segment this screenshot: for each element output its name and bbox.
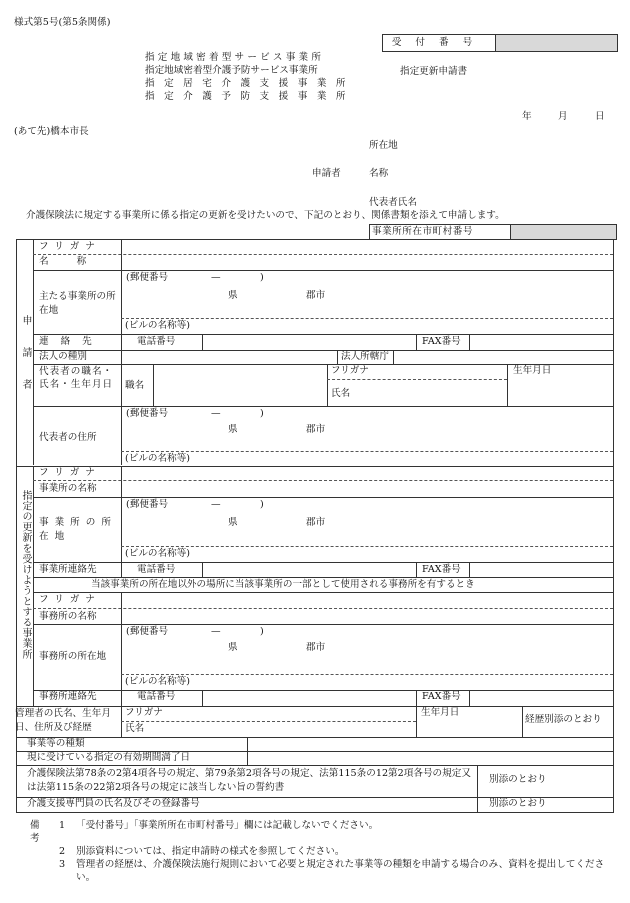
remarks-head: 備考: [30, 820, 40, 844]
postal-dash: —: [211, 272, 221, 283]
name-label: 名称: [39, 256, 115, 267]
rep-shimei-label: 氏名: [331, 388, 351, 399]
gun-label: 郡市: [306, 290, 326, 301]
fax-label: FAX番号: [422, 336, 461, 347]
rep-addr-label: 代表者の住所: [39, 432, 97, 443]
rep-block-label: 代表者の職名・氏名・生年月日: [39, 366, 114, 390]
title-line-3: 指定居宅介護支援事業所: [145, 78, 356, 89]
title-suffix: 指定更新申請書: [400, 66, 468, 77]
manager-label: 管理者の氏名、生年月日、住所及び経歴: [15, 708, 111, 733]
corp-agency-label: 法人所轄庁: [341, 351, 389, 362]
applicant-label: 申請者: [312, 168, 341, 179]
remarks: [30, 820, 620, 885]
branch-bldg-label: (ビルの名称等): [125, 676, 191, 687]
furigana-label: フリガナ: [39, 241, 101, 252]
bldg-label: (ビルの名称等): [125, 320, 191, 331]
table-body: [16, 239, 614, 813]
side-office: 指定の更新を受けようとする事業所: [20, 490, 31, 660]
rep-postal-label: (郵便番号: [126, 408, 169, 419]
branch-note: 当該事業所の所在地以外の場所に当該事業所の一部として使用される事務所を有するとき: [91, 579, 475, 590]
branch-ken-label: 県: [228, 642, 238, 653]
date-year: 年: [522, 111, 532, 122]
branch-postal-dash: —: [211, 626, 221, 637]
manager-birth-label: 生年月日: [421, 707, 460, 718]
receipt-label: 受付番号: [383, 35, 496, 51]
side-applicant: 申請者: [20, 315, 31, 411]
office-postal-close: ): [260, 499, 264, 510]
date-month: 月: [558, 111, 568, 122]
receipt-number-box: [382, 34, 618, 52]
contact-label: 連絡先: [39, 336, 104, 347]
branch-postal-close: ): [260, 626, 264, 637]
position-label: 職名: [125, 380, 145, 391]
municipality-number-box: [369, 224, 617, 240]
office-postal-label: (郵便番号: [126, 499, 169, 510]
addressee: (あて先)橋本市長: [14, 126, 89, 137]
manager-name-label: 氏名: [125, 723, 145, 734]
branch-tel-label: 電話番号: [137, 691, 176, 702]
manager-career-label: 経歴別添のとおり: [525, 714, 602, 725]
date-day: 日: [595, 111, 605, 122]
care-manager-label: 介護支援専門員の氏名及びその登録番号: [27, 798, 200, 809]
rep-gun-label: 郡市: [306, 424, 326, 435]
postal-close: ): [260, 272, 264, 283]
remark-1: [30, 820, 620, 846]
title-line-2: 指定地域密着型介護予防サービス事業所: [145, 65, 318, 76]
oath-attached: 別添のとおり: [489, 774, 547, 785]
remark-3-text: 管理者の経歴は、介護保険法施行規則において必要と規定された事業等の種類を申請する場合のみ、資料を提出してください。: [76, 858, 605, 883]
remark-1-key: 1: [58, 820, 66, 831]
applicant-rep-label: 代表者氏名: [369, 197, 417, 208]
office-loc-label: 事業所の所在地: [39, 517, 117, 542]
form-title: [145, 52, 355, 104]
rep-ken-label: 県: [228, 424, 238, 435]
rep-birth-label: 生年月日: [513, 365, 552, 376]
remark-2: [30, 846, 620, 859]
branch-contact-label: 事務所連絡先: [39, 691, 97, 702]
branch-loc-label: 事務所の所在地: [39, 651, 107, 662]
manager-furigana-label: フリガナ: [125, 707, 163, 718]
intro-sentence: 介護保険法に規定する事業所に係る指定の更新を受けたいので、下記のとおり、関係書類を添えて申請します。: [26, 210, 505, 221]
remark-3-key: 3: [58, 858, 66, 870]
branch-fax-label: FAX番号: [422, 691, 461, 702]
branch-name-label: 事務所の名称: [39, 611, 97, 622]
office-gun-label: 郡市: [306, 517, 326, 528]
rep-postal-dash: —: [211, 408, 221, 419]
remark-1-text: 「受付番号」「事業所所在市町村番号」欄には記載しないでください。: [76, 820, 379, 831]
receipt-value-field[interactable]: [496, 35, 617, 51]
applicant-address-label: 所在地: [369, 140, 398, 151]
biz-type-label: 事業等の種類: [27, 738, 85, 749]
office-contact-label: 事業所連絡先: [39, 564, 97, 575]
remark-2-key: 2: [58, 845, 66, 857]
branch-furigana-label: フリガナ: [39, 594, 101, 605]
branch-postal-label: (郵便番号: [126, 626, 169, 637]
rep-postal-close: ): [260, 408, 264, 419]
office-bldg-label: (ビルの名称等): [125, 548, 191, 559]
postal-label: (郵便番号: [126, 272, 169, 283]
remark-3: [30, 859, 620, 885]
title-line-4: 指定介護予防支援事業所: [145, 91, 356, 102]
expiry-label: 現に受けている指定の有効期間満了日: [27, 752, 191, 763]
oath-label: 介護保険法第78条の2第4項各号の規定、第79条第2項各号の規定、法第115条の12第2項各号の規定又は法第115条の22第2項各号の規定に該当しない旨の誓約書: [27, 768, 471, 793]
rep-furigana-label: フリガナ: [331, 365, 369, 376]
office-postal-dash: —: [211, 499, 221, 510]
tel-label: 電話番号: [137, 336, 176, 347]
rep-bldg-label: (ビルの名称等): [125, 453, 191, 464]
office-furigana-label: フリガナ: [39, 467, 101, 478]
applicant-name-label: 名称: [369, 168, 389, 179]
branch-gun-label: 郡市: [306, 642, 326, 653]
municipality-number-field[interactable]: [511, 225, 616, 239]
title-line-1: 指定地域密着型サービス事業所: [145, 52, 325, 63]
ken-label: 県: [228, 290, 238, 301]
office-ken-label: 県: [228, 517, 238, 528]
form-number: 様式第5号(第5条関係): [14, 17, 111, 28]
main-office-label: 主たる事業所の所在地: [39, 291, 116, 316]
corp-type-label: 法人の種別: [39, 351, 87, 362]
remark-2-text: 別添資料については、指定申請時の様式を参照してください。: [76, 845, 345, 857]
office-name-label: 事業所の名称: [39, 483, 97, 494]
municipality-number-label: 事業所所在市町村番号: [370, 225, 511, 239]
office-fax-label: FAX番号: [422, 564, 461, 575]
care-manager-attached: 別添のとおり: [489, 798, 547, 809]
office-tel-label: 電話番号: [137, 564, 176, 575]
